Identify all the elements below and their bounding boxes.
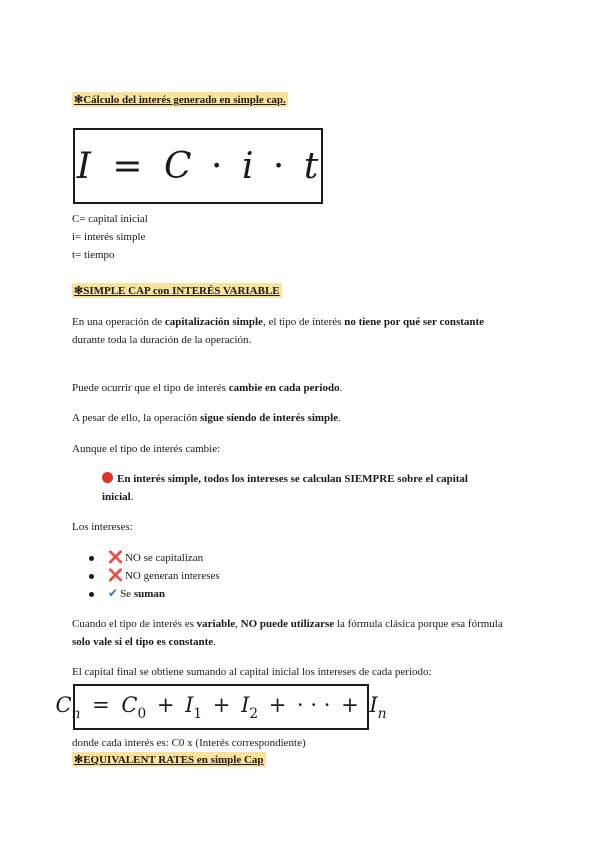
- text: .: [339, 382, 343, 394]
- formula-symbol: I: [369, 692, 378, 717]
- text: En una operación de: [72, 316, 165, 328]
- bullet-icon: [89, 592, 94, 597]
- cross-mark-icon: ❌: [108, 550, 123, 564]
- text: .: [213, 636, 216, 648]
- asterisk-icon: ✻: [74, 94, 84, 106]
- list-item: [89, 566, 220, 585]
- bold-text: En interés simple, todos los intereses se calculan SIEMPRE sobre el capital: [117, 473, 468, 485]
- formula-final-capital: [56, 693, 387, 722]
- bold-text: solo vale si el tipo es constante: [72, 636, 214, 648]
- paragraph-variable-rate-line1: [72, 615, 503, 633]
- formula-equals: =: [92, 692, 110, 717]
- formula-plus: +: [212, 692, 231, 717]
- formula-plus: +: [156, 692, 175, 717]
- formula-dot: ·: [211, 145, 224, 187]
- formula-symbol: C: [121, 692, 138, 717]
- callout-line2: [102, 488, 133, 506]
- list-item: [89, 584, 165, 603]
- paragraph-interests: Los intereses:: [72, 521, 133, 533]
- text: NO se capitalizan: [124, 552, 204, 564]
- formula-plus: +: [268, 692, 287, 717]
- formula-var-t: t: [303, 145, 320, 187]
- bold-text: cambie en cada periodo: [228, 382, 340, 394]
- bold-text: no tiene por qué ser constante: [344, 316, 485, 328]
- paragraph-variable-rate-line2: [72, 633, 216, 651]
- formula-subscript: n: [71, 705, 81, 722]
- text: NO generan intereses: [124, 570, 220, 582]
- formula-var-c: C: [164, 145, 193, 187]
- cross-mark-icon: ❌: [108, 568, 123, 582]
- formula-var-i2: [241, 692, 259, 722]
- bold-text: sigue siendo de interés simple: [199, 412, 339, 424]
- section-heading-text: EQUIVALENT RATES en simple Cap: [83, 754, 264, 766]
- paragraph-intro-line2: durante toda la duración de la operación.: [72, 334, 252, 346]
- formula-subscript: 2: [249, 705, 259, 722]
- text: la fórmula clásica porque esa fórmula: [334, 618, 503, 630]
- bold-text: capitalización simple: [164, 316, 263, 328]
- text: Puede ocurrir que el tipo de interés: [72, 382, 229, 394]
- bold-text: variable: [196, 618, 236, 630]
- definition-interest: i= interés simple: [72, 231, 146, 243]
- bold-text: inicial: [102, 491, 131, 503]
- formula-subscript: 0: [137, 705, 147, 722]
- bullet-icon: [89, 574, 94, 579]
- paragraph-although: Aunque el tipo de interés cambie:: [72, 443, 221, 455]
- paragraph-rate-change: [72, 379, 342, 397]
- formula-equals: =: [112, 145, 144, 187]
- formula-symbol: I: [185, 692, 194, 717]
- section-heading-variable-interest: [72, 283, 282, 298]
- section-heading-text: SIMPLE CAP con INTERÉS VARIABLE: [83, 285, 280, 297]
- bullet-icon: [89, 556, 94, 561]
- section-heading-simple-interest: [72, 92, 288, 107]
- text: Se: [120, 588, 134, 600]
- formula-var-i-capital: I: [76, 145, 92, 187]
- text: ,: [235, 618, 241, 630]
- asterisk-icon: ✻: [74, 285, 84, 297]
- asterisk-icon: ✻: [74, 754, 84, 766]
- formula-subscript: n: [377, 705, 387, 722]
- red-circle-icon: [102, 472, 113, 483]
- formula-var-in: [369, 692, 387, 722]
- formula-subscript: 1: [193, 705, 203, 722]
- definition-time: t= tiempo: [72, 249, 115, 261]
- text: .: [338, 412, 341, 424]
- text: A pesar de ello, la operación: [72, 412, 200, 424]
- formula-var-cn: [55, 692, 81, 722]
- paragraph-each-interest: donde cada interés es: C0 x (Interés correspondiente): [72, 737, 306, 749]
- formula-dot: ·: [272, 145, 286, 187]
- bold-text: NO puede utilizarse: [240, 618, 335, 630]
- section-heading-text: Cálculo del interés generado en simple cap.: [83, 94, 286, 106]
- section-heading-equivalent-rates: [72, 752, 266, 767]
- definition-capital: C= capital inicial: [72, 213, 148, 225]
- formula-var-i: i: [241, 145, 255, 187]
- check-mark-icon: ✔: [108, 586, 119, 600]
- text: , el tipo de interés: [262, 316, 345, 328]
- paragraph-intro-line1: [72, 313, 484, 331]
- list-item: [89, 548, 203, 567]
- text: .: [130, 491, 134, 503]
- callout-line1: [102, 470, 468, 488]
- formula-box-simple-interest: [73, 128, 323, 204]
- formula-plus: +: [341, 692, 359, 717]
- formula-var-i1: [185, 692, 203, 722]
- formula-symbol: C: [55, 692, 72, 717]
- bold-text: suman: [133, 588, 165, 600]
- paragraph-still-simple: [72, 409, 341, 427]
- paragraph-final-capital: El capital final se obtiene sumando al capital inicial los intereses de cada periodo:: [72, 666, 432, 678]
- formula-simple-interest: [77, 146, 320, 187]
- text: Cuando el tipo de interés es: [72, 618, 197, 630]
- formula-ellipsis: · · ·: [297, 692, 331, 717]
- formula-box-final-capital: [55, 684, 387, 730]
- formula-var-c0: [121, 692, 147, 722]
- formula-symbol: I: [241, 692, 250, 717]
